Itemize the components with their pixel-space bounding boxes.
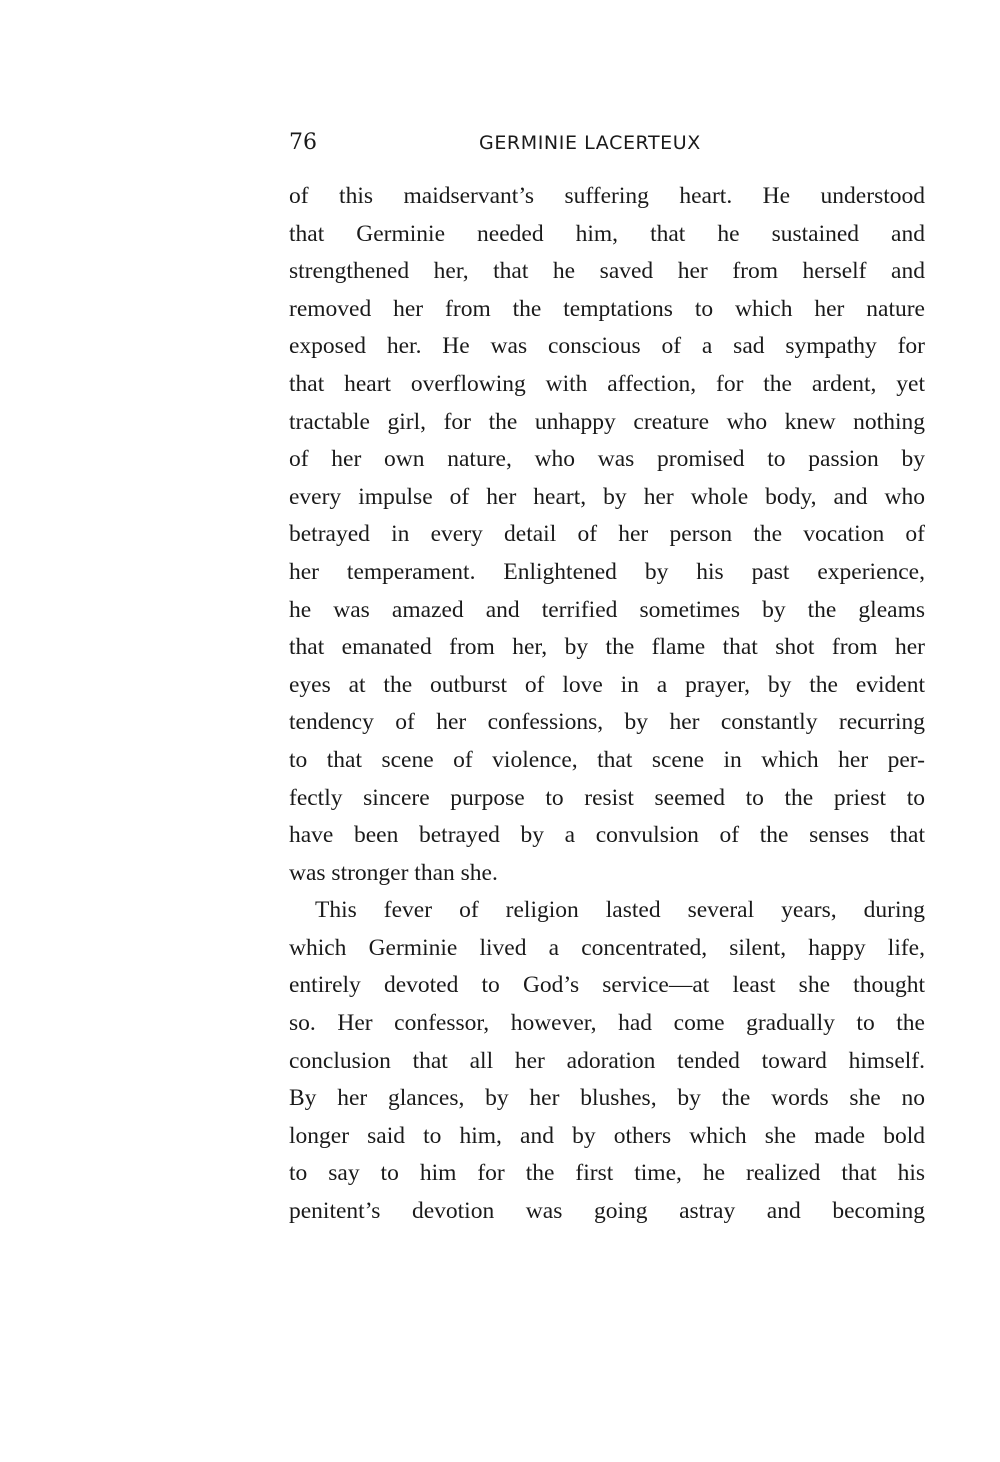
- book-title: GERMINIE LACERTEUX: [479, 132, 701, 154]
- paragraph-1: [289, 178, 925, 892]
- text-line: have been betrayed by a convulsion of the senses that: [289, 822, 925, 849]
- text-line: of her own nature, who was promised to passion by: [289, 446, 925, 473]
- page-number: 76: [289, 130, 317, 155]
- text-line: so. Her confessor, however, had come gradually to the: [289, 1010, 925, 1037]
- text-line: longer said to him, and by others which she made bold: [289, 1122, 925, 1149]
- text-line: he was amazed and terrified sometimes by the gleams: [289, 596, 925, 623]
- text-line: strengthened her, that he saved her from herself and: [289, 258, 925, 285]
- text-line: By her glances, by her blushes, by the words she no: [289, 1085, 925, 1112]
- text-line: tractable girl, for the unhappy creature who knew nothing: [289, 408, 925, 435]
- text-line: which Germinie lived a concentrated, silent, happy life,: [289, 934, 925, 961]
- running-head: [289, 128, 925, 158]
- text-line: exposed her. He was conscious of a sad sympathy for: [289, 333, 925, 360]
- text-line: entirely devoted to God’s service—at least she thought: [289, 972, 925, 999]
- text-line: eyes at the outburst of love in a prayer, by the evident: [289, 671, 925, 698]
- text-line: of this maidservant’s suffering heart. He understood: [289, 183, 925, 209]
- text-line: to say to him for the first time, he realized that his: [289, 1160, 925, 1187]
- text-line: that heart overflowing with affection, for the ardent, yet: [289, 370, 925, 397]
- text-line: to that scene of violence, that scene in which her per-: [289, 746, 925, 773]
- text-line: This fever of religion lasted several years, during: [315, 897, 925, 924]
- text-line: tendency of her confessions, by her constantly recurring: [289, 709, 925, 736]
- paragraph-2: [289, 892, 925, 1230]
- text-line: penitent’s devotion was going astray and becoming: [289, 1198, 925, 1225]
- body-text: [289, 178, 925, 1231]
- text-line: her temperament. Enlightened by his past experience,: [289, 558, 925, 585]
- text-line: every impulse of her heart, by her whole body, and who: [289, 483, 925, 510]
- text-line: was stronger than she.: [289, 859, 498, 886]
- text-line: that Germinie needed him, that he sustained and: [289, 220, 925, 247]
- text-line: conclusion that all her adoration tended toward himself.: [289, 1047, 925, 1074]
- text-line: that emanated from her, by the flame that shot from her: [289, 634, 925, 661]
- text-line: betrayed in every detail of her person the vocation of: [289, 521, 925, 548]
- text-line: fectly sincere purpose to resist seemed to the priest to: [289, 784, 925, 811]
- text-line: removed her from the temptations to which her nature: [289, 295, 925, 322]
